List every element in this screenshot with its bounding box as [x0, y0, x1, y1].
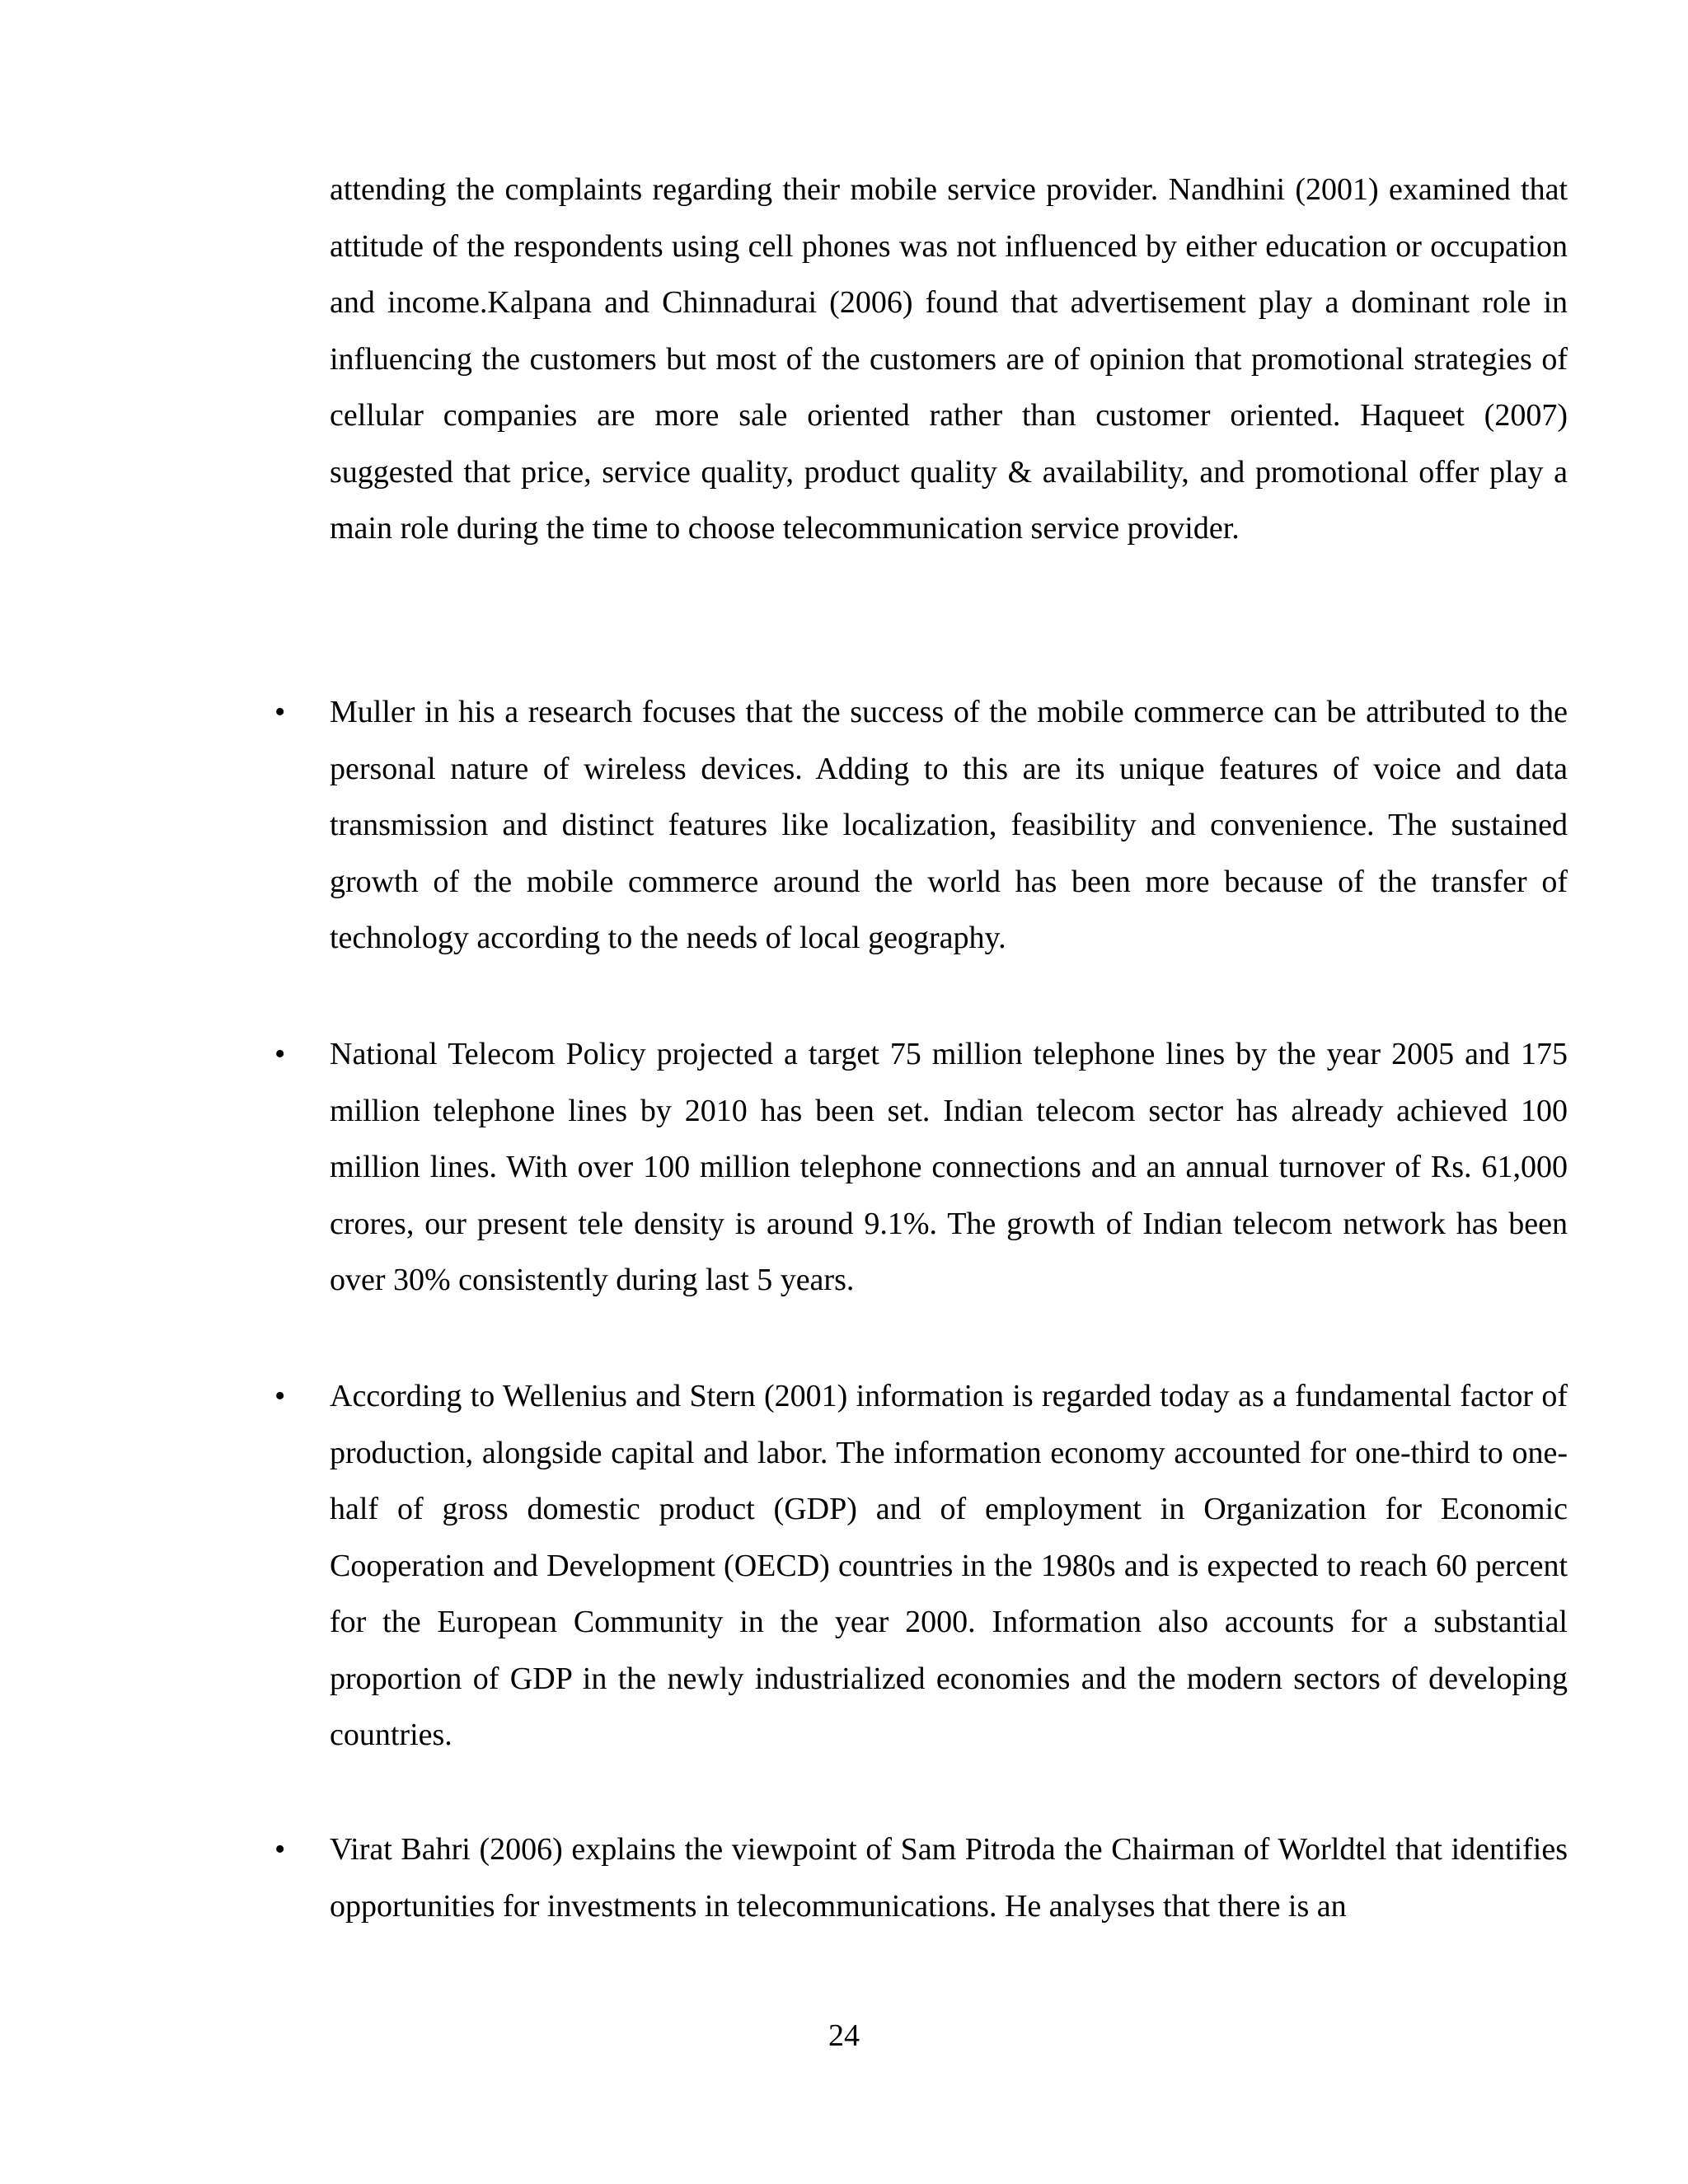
bullet-paragraph-telecom-policy: National Telecom Policy projected a target 75 million telephone lines by the year 2005 and 175 million telephone lines by 2010 has been set. Indian telecom sector has already achieved 100 million lines. With over 100 million telephone connections and an annual turnover of Rs. 61,000 crores, our present tele density is around 9.1%. The growth of Indian telecom network has been over 30% consistently during last 5 years. [330, 1037, 1568, 1297]
bullet-paragraph-wellenius-stern: According to Wellenius and Stern (2001) information is regarded today as a fundamental factor of production, alongside capital and labor. The information economy accounted for one-third to one-half of gross domestic product (GDP) and of employment in Organization for Economic Cooperation and Development (OECD) countries in the 1980s and is expected to reach 60 percent for the European Community in the year 2000. Information also accounts for a substantial proportion of GDP in the newly industrialized economies and the modern sectors of developing countries. [330, 1379, 1568, 1752]
bullet-marker: • [274, 1037, 286, 1071]
bullet-marker: • [274, 695, 286, 729]
bullet-marker: • [274, 1379, 286, 1413]
page-number: 24 [828, 2018, 860, 2053]
continuation-paragraph: attending the complaints regarding their mobile service provider. Nandhini (2001) examined that attitude of the respondents using cell phones was not influenced by either education or occupation and income.Kalpana and Chinnadurai (2006) found that advertisement play a dominant role in influencing the customers but most of the customers are of opinion that promotional strategies of cellular companies are more sale oriented rather than customer oriented. Haqueet (2007) suggested that price, service quality, product quality & availability, and promotional offer play a main role during the time to choose telecommunication service provider. [330, 172, 1568, 546]
bullet-paragraph-virat-bahri: Virat Bahri (2006) explains the viewpoint of Sam Pitroda the Chairman of Worldtel that identifies opportunities for investments in telecommunications. He analyses that there is an [330, 1832, 1568, 1924]
bullet-marker: • [274, 1832, 286, 1867]
bullet-paragraph-muller: Muller in his a research focuses that the success of the mobile commerce can be attributed to the personal nature of wireless devices. Adding to this are its unique features of voice and data transmission and distinct features like localization, feasibility and convenience. The sustained growth of the mobile commerce around the world has been more because of the transfer of technology according to the needs of local geography. [330, 695, 1568, 955]
